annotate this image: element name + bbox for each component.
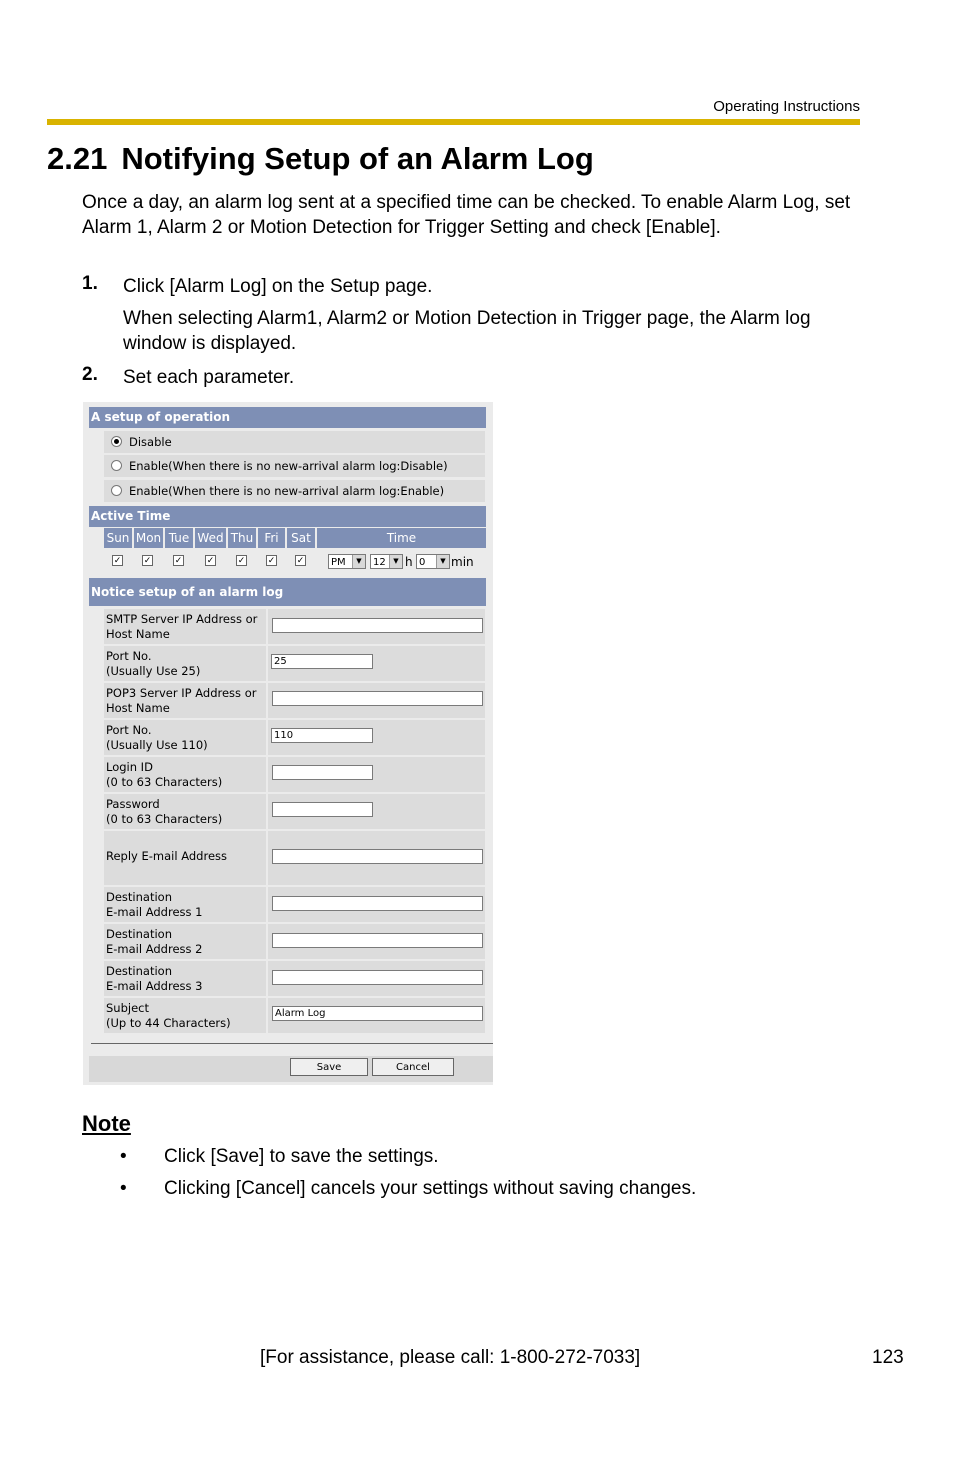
operation-option-label: Enable(When there is no new-arrival alarm log:Disable) — [129, 459, 448, 473]
header-rule — [47, 119, 860, 125]
day-wed-checkbox[interactable]: ✓ — [206, 555, 215, 565]
hour-value: 12 — [373, 557, 386, 568]
field-label-line: (0 to 63 Characters) — [106, 775, 223, 789]
pop3-server-cell — [268, 683, 485, 718]
reply-email-cell — [268, 831, 485, 885]
radio-selected-icon[interactable] — [111, 436, 122, 447]
pop3-port-input[interactable]: 110 — [271, 728, 373, 743]
minute-value: 0 — [419, 557, 426, 568]
note-item: Clicking [Cancel] cancels your settings without saving changes. — [164, 1178, 697, 1199]
ampm-select[interactable] — [328, 554, 366, 569]
smtp-port-cell — [268, 646, 485, 681]
operation-option-label: Enable(When there is no new-arrival alarm log:Enable) — [129, 484, 445, 498]
destination-1-input[interactable] — [272, 896, 483, 911]
page-title — [47, 141, 594, 177]
password-input[interactable] — [272, 802, 373, 817]
minute-unit: min — [451, 555, 474, 569]
day-thu-checkbox[interactable]: ✓ — [237, 555, 246, 565]
page-number: 123 — [872, 1347, 904, 1368]
operation-option-enable-disable[interactable] — [104, 455, 485, 477]
step-2-number: 2. — [82, 364, 98, 385]
notice-heading: Notice setup of an alarm log — [89, 578, 486, 606]
field-label-line: Destination — [106, 890, 172, 904]
pop3-port-cell — [268, 720, 485, 755]
field-label-line: (Usually Use 110) — [106, 738, 208, 752]
day-fri-header: Fri — [258, 528, 285, 548]
dropdown-arrow-icon: ▼ — [436, 555, 449, 568]
running-header: Operating Instructions — [713, 98, 860, 115]
day-mon-checkbox[interactable]: ✓ — [143, 555, 152, 565]
day-sun-checkbox[interactable]: ✓ — [113, 555, 122, 565]
destination-2-cell — [268, 924, 485, 959]
cancel-button[interactable]: Cancel — [372, 1058, 454, 1076]
dropdown-arrow-icon: ▼ — [352, 555, 365, 568]
day-sun-header: Sun — [104, 528, 132, 548]
operation-option-disable[interactable] — [104, 431, 485, 453]
note-heading: Note — [82, 1111, 131, 1136]
subject-cell — [268, 998, 485, 1033]
field-label-line: POP3 Server IP Address or — [106, 686, 257, 700]
smtp-port-input[interactable]: 25 — [271, 654, 373, 669]
field-label-line: E-mail Address 3 — [106, 979, 203, 993]
smtp-server-input[interactable] — [272, 618, 483, 633]
section-number: 2.21 — [47, 141, 108, 176]
password-cell — [268, 794, 485, 829]
footer-assistance: [For assistance, please call: 1-800-272-7033] — [260, 1347, 641, 1368]
subject-input[interactable]: Alarm Log — [272, 1006, 483, 1021]
field-label-line: Destination — [106, 964, 172, 978]
login-id-label — [104, 757, 266, 792]
save-button[interactable]: Save — [290, 1058, 368, 1076]
pop3-server-label — [104, 683, 266, 718]
step-1-number: 1. — [82, 273, 98, 294]
dropdown-arrow-icon: ▼ — [389, 555, 402, 568]
smtp-port-label — [104, 646, 266, 681]
day-fri-checkbox[interactable]: ✓ — [267, 555, 276, 565]
operation-option-label: Disable — [129, 435, 172, 449]
pop3-port-label — [104, 720, 266, 755]
time-header: Time — [317, 528, 486, 548]
active-time-heading: Active Time — [89, 506, 486, 527]
password-label — [104, 794, 266, 829]
field-label-line: E-mail Address 2 — [106, 942, 203, 956]
step-1-detail: When selecting Alarm1, Alarm2 or Motion Detection in Trigger page, the Alarm log window is displayed. — [123, 308, 811, 354]
intro-paragraph: Once a day, an alarm log sent at a specified time can be checked. To enable Alarm Log, set Alarm 1, Alarm 2 or Motion Detection for Trigger Setting and check [Enable]. — [82, 192, 851, 238]
minute-select[interactable] — [416, 554, 450, 569]
field-label-line: SMTP Server IP Address or — [106, 612, 258, 626]
login-id-cell — [268, 757, 485, 792]
reply-email-input[interactable] — [272, 849, 483, 864]
operation-heading: A setup of operation — [89, 407, 486, 428]
bullet-icon: • — [120, 1178, 127, 1199]
field-label-line: (Usually Use 25) — [106, 664, 201, 678]
day-mon-header: Mon — [134, 528, 163, 548]
day-tue-checkbox[interactable]: ✓ — [174, 555, 183, 565]
pop3-server-input[interactable] — [272, 691, 483, 706]
field-label-line: Port No. — [106, 649, 152, 663]
operation-option-enable-enable[interactable] — [104, 480, 485, 502]
button-divider — [91, 1043, 493, 1044]
destination-1-cell — [268, 887, 485, 922]
smtp-server-cell — [268, 609, 485, 644]
field-label-line: Login ID — [106, 760, 153, 774]
field-label-line: Host Name — [106, 701, 170, 715]
note-item: Click [Save] to save the settings. — [164, 1146, 439, 1167]
destination-2-label — [104, 924, 266, 959]
login-id-input[interactable] — [272, 765, 373, 780]
section-title: Notifying Setup of an Alarm Log — [121, 141, 594, 176]
destination-3-input[interactable] — [272, 970, 483, 985]
bullet-icon: • — [120, 1146, 127, 1167]
day-tue-header: Tue — [165, 528, 193, 548]
field-label-line: (0 to 63 Characters) — [106, 812, 223, 826]
ampm-value: PM — [331, 557, 346, 568]
radio-icon[interactable] — [111, 485, 122, 496]
destination-3-label — [104, 961, 266, 996]
day-thu-header: Thu — [228, 528, 256, 548]
field-label-line: Port No. — [106, 723, 152, 737]
field-label-line: Password — [106, 797, 160, 811]
alarm-log-settings-screenshot — [83, 402, 493, 1085]
smtp-server-label — [104, 609, 266, 644]
hour-unit: h — [405, 555, 413, 569]
subject-label — [104, 998, 266, 1033]
reply-email-label — [104, 831, 266, 885]
day-sat-checkbox[interactable]: ✓ — [296, 555, 305, 565]
radio-icon[interactable] — [111, 460, 122, 471]
field-label-line: E-mail Address 1 — [106, 905, 203, 919]
destination-1-label — [104, 887, 266, 922]
field-label-line: (Up to 44 Characters) — [106, 1016, 231, 1030]
step-1-text: Click [Alarm Log] on the Setup page. — [123, 276, 433, 297]
destination-2-input[interactable] — [272, 933, 483, 948]
step-2-text: Set each parameter. — [123, 367, 295, 388]
field-label-line: Destination — [106, 927, 172, 941]
field-label-line: Reply E-mail Address — [106, 849, 228, 863]
field-label-line: Subject — [106, 1001, 149, 1015]
day-wed-header: Wed — [195, 528, 226, 548]
day-sat-header: Sat — [287, 528, 315, 548]
hour-select[interactable] — [370, 554, 403, 569]
field-label-line: Host Name — [106, 627, 170, 641]
destination-3-cell — [268, 961, 485, 996]
